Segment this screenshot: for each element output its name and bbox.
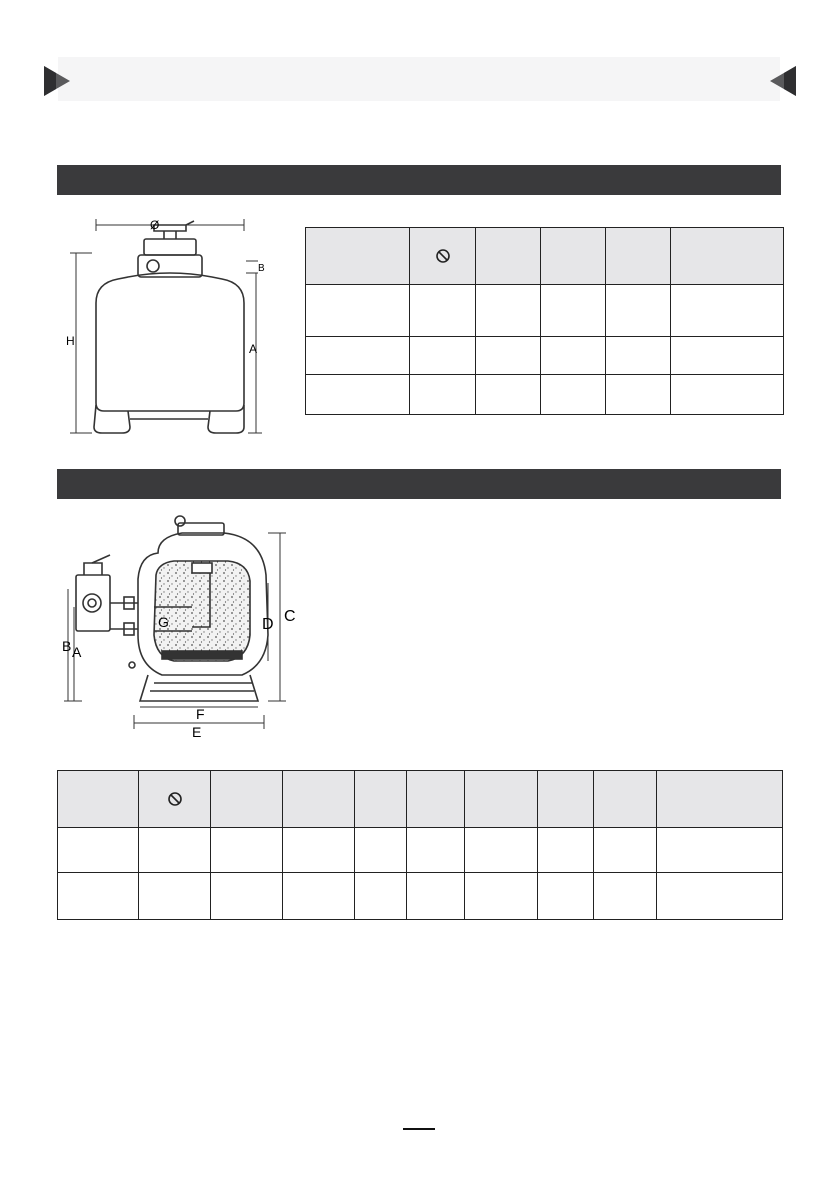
section-bar-side-mount (57, 469, 781, 499)
table-header-cell (139, 771, 211, 828)
header-band (58, 57, 780, 101)
table-row (306, 337, 784, 375)
c-label: C (284, 608, 296, 625)
table-header-cell (407, 771, 465, 828)
a-label: A (72, 644, 82, 660)
table-header-cell (476, 228, 541, 285)
table-header-cell (410, 228, 476, 285)
table-header-row (306, 228, 784, 285)
table-header-cell (355, 771, 407, 828)
table-header-cell (58, 771, 139, 828)
table-header-cell (594, 771, 657, 828)
table-header-cell (541, 228, 606, 285)
table-row (58, 828, 783, 873)
table-header-cell (671, 228, 784, 285)
table-row (306, 285, 784, 337)
section-bar-top-mount (57, 165, 781, 195)
side-mount-filter-diagram (62, 515, 300, 740)
table-header-cell (538, 771, 594, 828)
side-mount-spec-table (57, 770, 783, 920)
prohibited-circle-icon (167, 791, 183, 807)
triangle-right-icon (44, 66, 70, 96)
b-label: B (258, 263, 265, 274)
table-header-cell (465, 771, 538, 828)
table-row (58, 873, 783, 920)
diameter-label: Ø (150, 218, 160, 232)
table-header-cell (211, 771, 283, 828)
g-label: G (158, 614, 169, 630)
table-header-cell (606, 228, 671, 285)
b-label: B (62, 638, 72, 654)
e-label: E (192, 724, 202, 740)
top-mount-spec-table (305, 227, 784, 415)
top-mount-filter-diagram (58, 205, 288, 445)
prohibited-circle-icon (435, 248, 451, 264)
table-header-cell (306, 228, 410, 285)
a-label: A (249, 342, 258, 356)
page-number-underline (403, 1128, 435, 1130)
triangle-left-icon (770, 66, 796, 96)
table-header-cell (657, 771, 783, 828)
d-label: D (262, 616, 274, 633)
f-label: F (196, 706, 205, 722)
table-row (306, 375, 784, 415)
table-header-cell (283, 771, 355, 828)
table-header-row (58, 771, 783, 828)
height-label: H (66, 334, 75, 348)
